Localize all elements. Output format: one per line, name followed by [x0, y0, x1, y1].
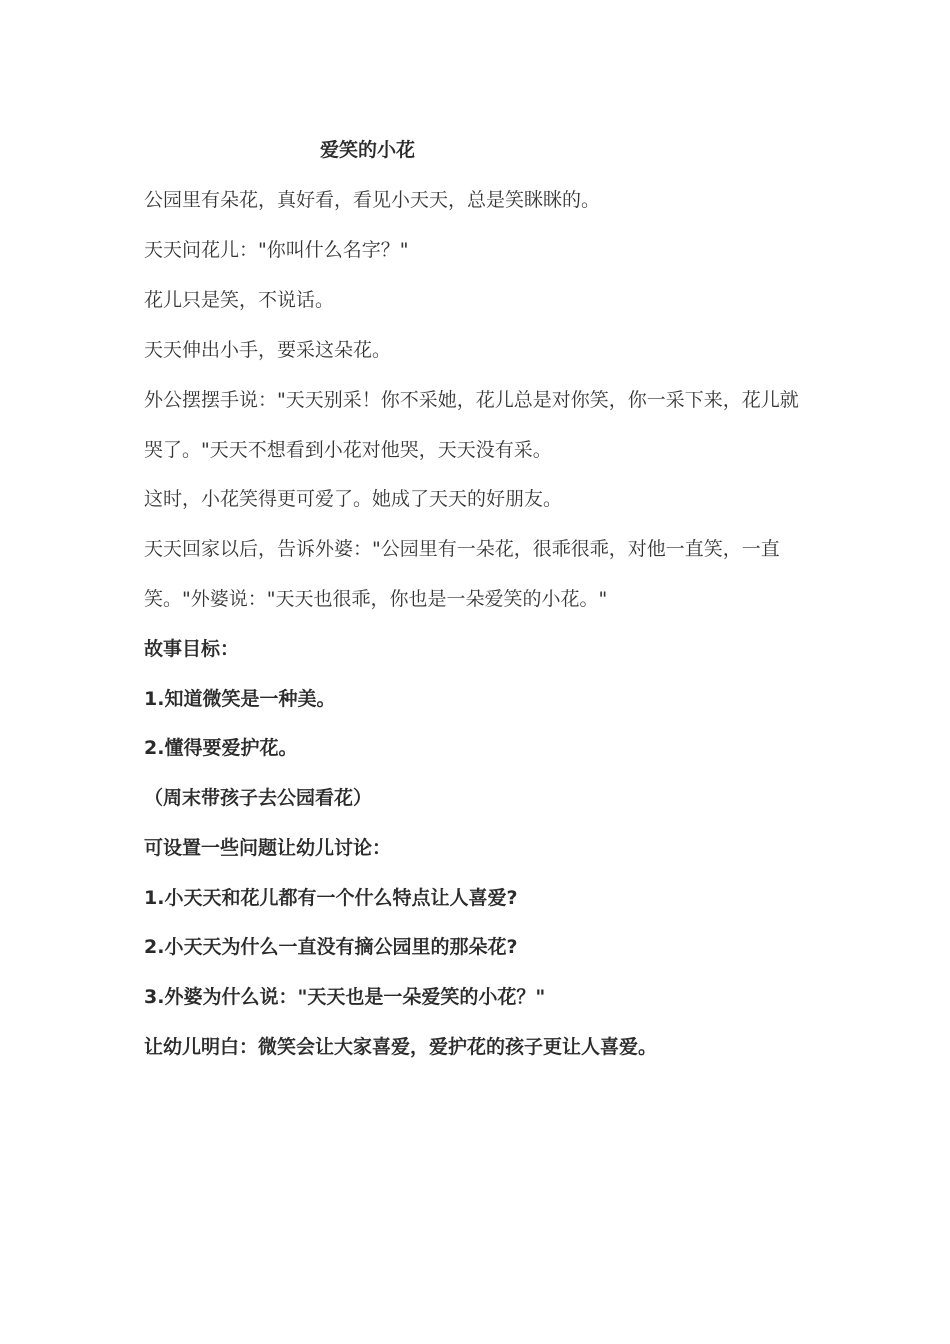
- story-line-9: 笑。"外婆说："天天也很乖，你也是一朵爱笑的小花。": [144, 588, 608, 610]
- conclusion-text: 让幼儿明白：微笑会让大家喜爱，爱护花的孩子更让人喜爱。: [144, 1036, 658, 1058]
- story-line-7: 这时，小花笑得更可爱了。她成了天天的好朋友。: [144, 488, 563, 510]
- activity-note: （周末带孩子去公园看花）: [144, 787, 373, 809]
- questions-heading: 可设置一些问题让幼儿讨论：: [144, 837, 392, 859]
- goal-item-1: 1.知道微笑是一种美。: [144, 688, 336, 710]
- question-item-3: 3.外婆为什么说："天天也是一朵爱笑的小花？": [144, 986, 546, 1008]
- question-item-2: 2.小天天为什么一直没有摘公园里的那朵花?: [144, 936, 518, 958]
- story-line-1: 公园里有朵花，真好看，看见小天天，总是笑眯眯的。: [144, 189, 601, 211]
- goal-item-2: 2.懂得要爱护花。: [144, 737, 298, 759]
- document-title: 爱笑的小花: [320, 139, 416, 161]
- story-line-8: 天天回家以后，告诉外婆："公园里有一朵花，很乖很乖，对他一直笑，一直: [144, 538, 780, 560]
- story-line-5: 外公摆摆手说："天天别采！你不采她，花儿总是对你笑，你一采下来，花儿就: [144, 389, 799, 411]
- question-item-1: 1.小天天和花儿都有一个什么特点让人喜爱?: [144, 887, 518, 909]
- story-line-6: 哭了。"天天不想看到小花对他哭，天天没有采。: [144, 439, 552, 461]
- story-line-2: 天天问花儿："你叫什么名字？": [144, 239, 409, 261]
- goals-heading: 故事目标：: [144, 638, 240, 660]
- story-line-3: 花儿只是笑，不说话。: [144, 289, 335, 311]
- story-line-4: 天天伸出小手，要采这朵花。: [144, 339, 392, 361]
